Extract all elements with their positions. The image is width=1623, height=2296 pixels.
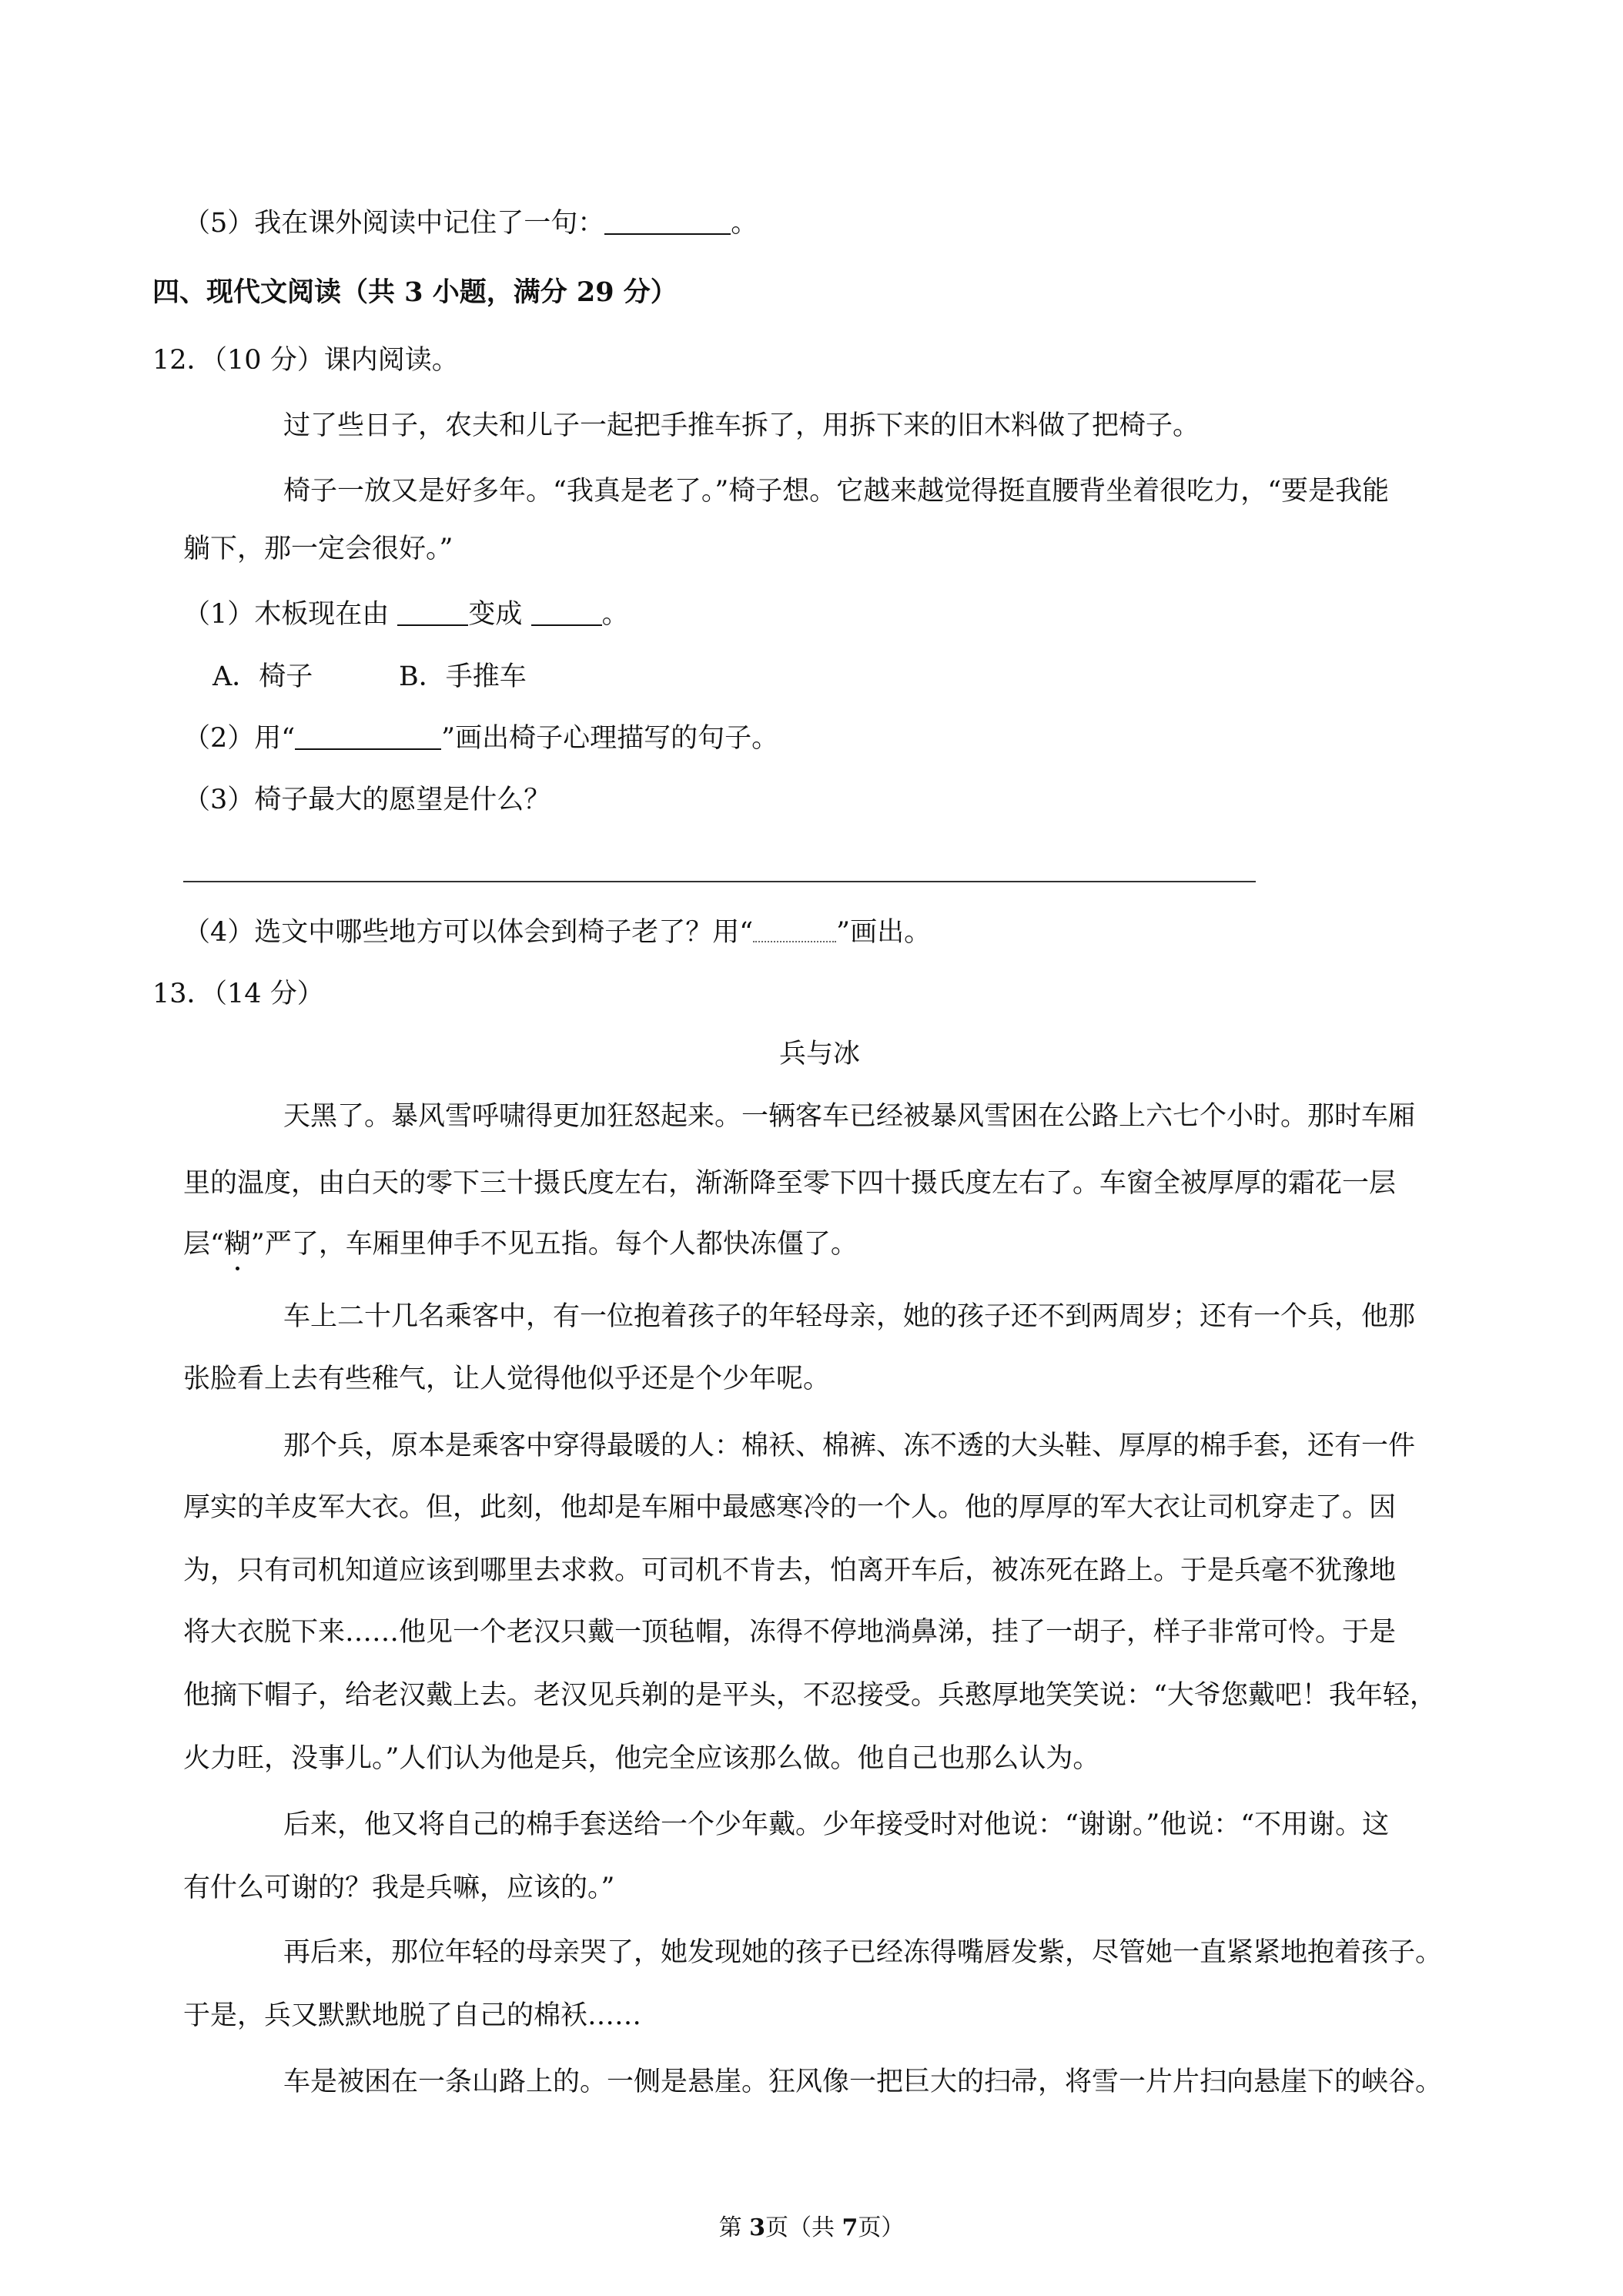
q13-passage-line: 厚实的羊皮军大衣。但，此刻，他却是车厢中最感寒冷的一个人。他的厚厚的军大衣让司机穿走了。因 (183, 1492, 1397, 1523)
q12-question-2: （2）用“ ”画出椅子心理描写的句子。 (183, 723, 779, 754)
q13-passage-line: 后来，他又将自己的棉手套送给一个少年戴。少年接受时对他说：“谢谢。”他说：“不用谢。这 (283, 1809, 1390, 1840)
underline-sample (295, 722, 441, 750)
q13-passage-line: 里的温度，由白天的零下三十摄氏度左右，渐渐降至零下四十摄氏度左右了。车窗全被厚厚的霜花一层 (183, 1168, 1397, 1199)
answer-blank[interactable] (604, 207, 731, 235)
q12-question-4: （4）选文中哪些地方可以体会到椅子老了？用“ ”画出。 (183, 917, 932, 948)
q13-header: 13．（14 分） (152, 979, 324, 1009)
q13-passage-line: 于是，兵又默默地脱了自己的棉袄…… (183, 2000, 642, 2031)
q12-question-3: （3）椅子最大的愿望是什么？ (183, 785, 551, 815)
q13-passage-line: 再后来，那位年轻的母亲哭了，她发现她的孩子已经冻得嘴唇发紫，尽管她一直紧紧地抱着孩子。 (283, 1937, 1443, 1968)
passage-title: 兵与冰 (779, 1039, 861, 1069)
page-footer: 第 3页（共 7页） (718, 2214, 905, 2241)
emphasis-dot-char: 糊 (224, 1226, 251, 1263)
q13-passage-line: 他摘下帽子，给老汉戴上去。老汉见兵剃的是平头，不忍接受。兵憨厚地笑笑说：“大爷您戴吧！我年轻， (183, 1680, 1437, 1711)
q13-passage-line: 为，只有司机知道应该到哪里去求救。可司机不肯去，怕离开车后，被冻死在路上。于是兵毫不犹豫地 (183, 1555, 1397, 1586)
answer-line[interactable] (183, 881, 1256, 882)
q12-header: 12．（10 分）课内阅读。 (152, 345, 459, 376)
option-b: B．手推车 (399, 661, 527, 692)
q12-passage-line: 过了些日子，农夫和儿子一起把手推车拆了，用拆下来的旧木料做了把椅子。 (283, 410, 1200, 441)
q13-passage-line: 那个兵，原本是乘客中穿得最暖的人：棉袄、棉裤、冻不透的大头鞋、厚厚的棉手套，还有一件 (283, 1431, 1416, 1461)
option-a: A．椅子 (212, 661, 313, 692)
q13-passage-line: 将大衣脱下来……他见一个老汉只戴一顶毡帽，冻得不停地淌鼻涕，挂了一胡子，样子非常可怜。于是 (183, 1617, 1397, 1648)
q11-item5: （5）我在课外阅读中记住了一句： 。 (183, 208, 758, 239)
q13-passage-line: 车上二十几名乘客中，有一位抱着孩子的年轻母亲，她的孩子还不到两周岁；还有一个兵，他那 (283, 1301, 1416, 1332)
section-heading: 四、现代文阅读（共 3 小题，满分 29 分） (152, 276, 678, 308)
q12-passage-line: 躺下，那一定会很好。” (183, 534, 453, 564)
answer-blank[interactable] (531, 598, 602, 626)
q13-passage-line: 张脸看上去有些稚气，让人觉得他似乎还是个少年呢。 (183, 1364, 831, 1394)
q13-passage-line: 火力旺，没事儿。”人们认为他是兵，他完全应该那么做。他自己也那么认为。 (183, 1743, 1100, 1774)
q13-passage-line: 天黑了。暴风雪呼啸得更加狂怒起来。一辆客车已经被暴风雪困在公路上六七个小时。那时车厢 (283, 1101, 1416, 1132)
q12-passage-line: 椅子一放又是好多年。“我真是老了。”椅子想。它越来越觉得挺直腰背坐着很吃力，“要是我能 (283, 476, 1390, 507)
answer-blank[interactable] (397, 598, 468, 626)
q12-question-1: （1）木板现在由 变成 。 (183, 599, 629, 630)
wavy-underline-sample (753, 918, 836, 942)
q13-passage-line: 车是被困在一条山路上的。一侧是悬崖。狂风像一把巨大的扫帚，将雪一片片扫向悬崖下的峡谷。 (283, 2067, 1443, 2097)
q13-passage-line: 有什么可谢的？我是兵嘛，应该的。” (183, 1873, 615, 1903)
q13-passage-line: 层“糊”严了，车厢里伸手不见五指。每个人都快冻僵了。 (183, 1226, 858, 1263)
